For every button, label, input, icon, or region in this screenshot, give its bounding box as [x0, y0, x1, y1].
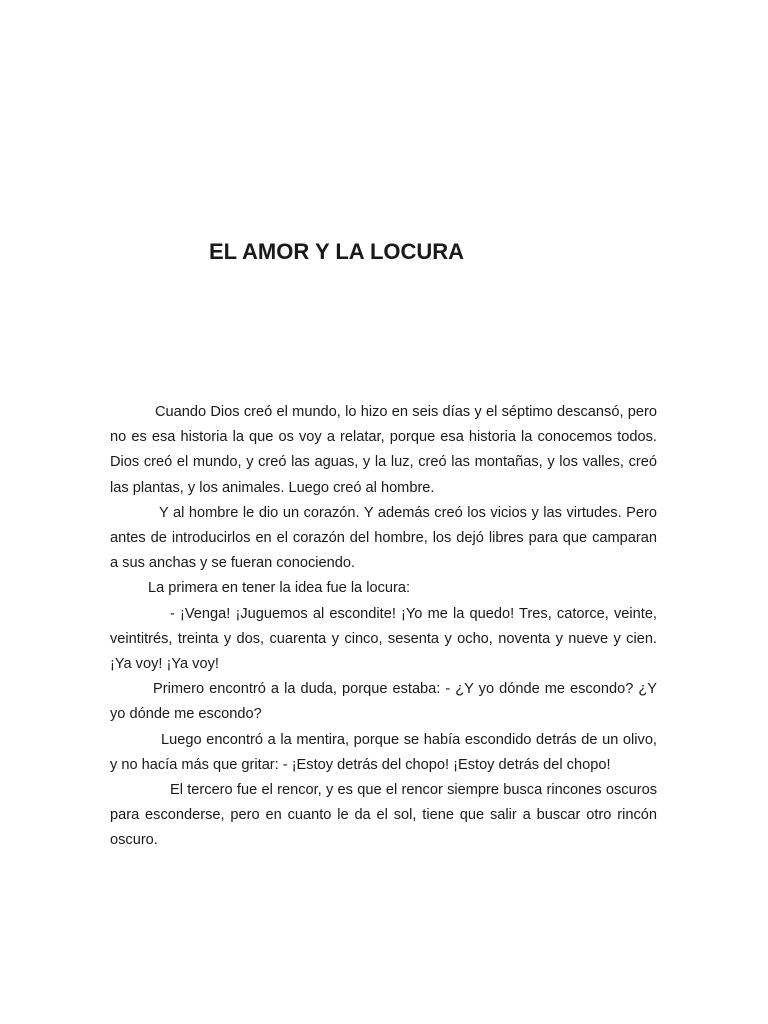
- paragraph: Primero encontró a la duda, porque estaba: - ¿Y yo dónde me escondo? ¿Y yo dónde me escondo?: [110, 681, 657, 723]
- paragraph: El tercero fue el rencor, y es que el rencor siempre busca rincones oscuros para esconderse, pero en cuanto le da el sol, tiene que salir a buscar otro rincón oscuro.: [110, 782, 657, 849]
- document-body: [110, 400, 657, 854]
- paragraph: Y al hombre le dio un corazón. Y además creó los vicios y las virtudes. Pero antes de introducirlos en el corazón del hombre, los dejó libres para que camparan a sus anchas y se fueran conociendo.: [110, 504, 657, 572]
- paragraph: Cuando Dios creó el mundo, lo hizo en seis días y el séptimo descansó, pero no es esa historia la que os voy a relatar, porque esa historia la conocemos todos. Dios creó el mundo, y creó las aguas, y la luz, creó las montañas, y los valles, creó las plantas, y los animales. Luego creó al hombre.: [110, 404, 657, 496]
- paragraph: - ¡Venga! ¡Juguemos al escondite! ¡Yo me la quedo! Tres, catorce, veinte, veintitrés, treinta y dos, cuarenta y cinco, sesenta y ocho, noventa y nueve y cien. ¡Ya voy! ¡Ya voy!: [110, 605, 657, 673]
- paragraph: Luego encontró a la mentira, porque se había escondido detrás de un olivo, y no hacía más que gritar: - ¡Estoy detrás del chopo! ¡Estoy detrás del chopo!: [110, 731, 657, 773]
- paragraph: La primera en tener la idea fue la locura:: [148, 580, 411, 597]
- document-title: EL AMOR Y LA LOCURA: [209, 239, 465, 264]
